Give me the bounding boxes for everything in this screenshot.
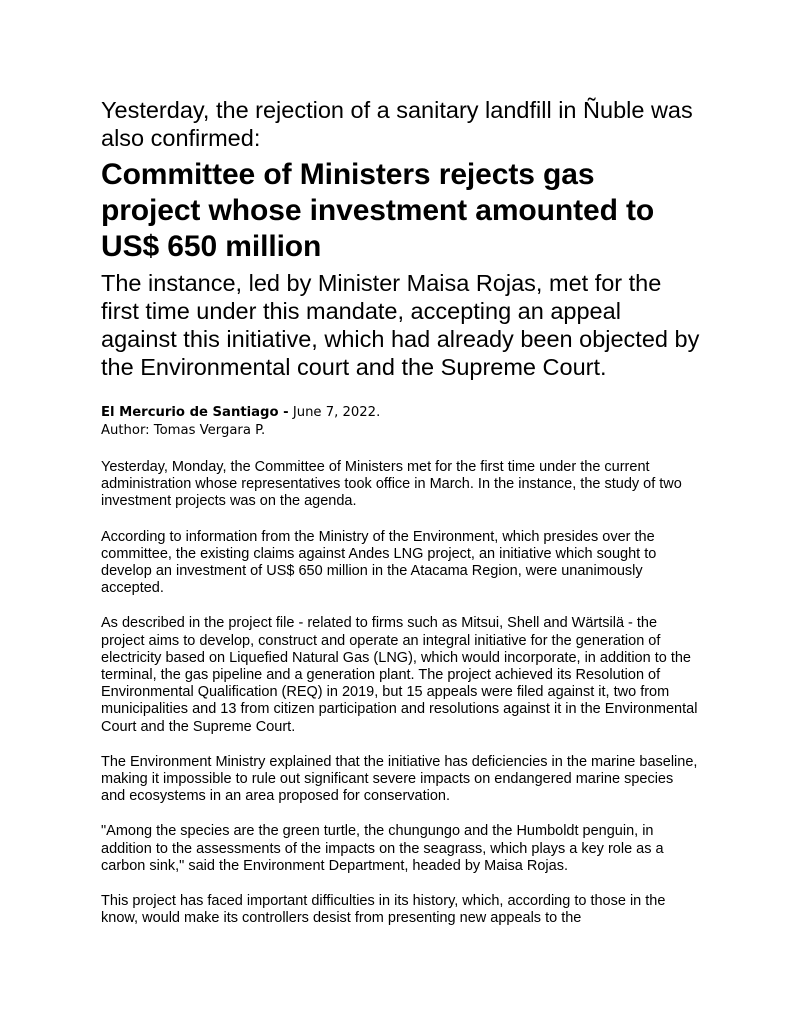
paragraph-4: The Environment Ministry explained that the initiative has deficiencies in the marine baseline, making it impossible to rule out significant severe impacts on endangered marine species and ecosystems in an area proposed for conservation.	[101, 753, 698, 805]
document-page	[101, 96, 701, 927]
article-subheadline: The instance, led by Minister Maisa Rojas, met for the first time under this mandate, accepting an appeal against this initiative, which had already been objected by the Environmental court and the Supreme Court.	[101, 270, 700, 380]
byline-author: Author: Tomas Vergara P.	[101, 423, 266, 438]
paragraph-5: "Among the species are the green turtle, the chungungo and the Humboldt penguin, in addition to the assessments of the impacts on the seagrass, which plays a key role as a carbon sink," said the Environment Department, headed by Maisa Rojas.	[101, 823, 664, 874]
byline	[101, 404, 701, 440]
paragraph-6: This project has faced important difficulties in its history, which, according to those in the know, would make its controllers desist from presenting new appeals to the	[101, 893, 666, 927]
byline-source: El Mercurio de Santiago -	[101, 405, 289, 420]
article-kicker: Yesterday, the rejection of a sanitary landfill in Ñuble was also confirmed:	[101, 97, 693, 151]
byline-date: June 7, 2022.	[288, 405, 381, 420]
article-headline: Committee of Ministers rejects gas project whose investment amounted to US$ 650 million	[101, 158, 655, 263]
paragraph-1: Yesterday, Monday, the Committee of Ministers met for the first time under the current administration whose representatives took office in March. In the instance, the study of two investment projects was on the agenda.	[101, 459, 682, 510]
paragraph-3: As described in the project file - related to firms such as Mitsui, Shell and Wärtsilä - the project aims to develop, construct and operate an integral initiative for the generation of electricity based on Liquefied Natural Gas (LNG), which would incorporate, in addition to the terminal, the gas pipeline and a generation plant. The project achieved its Resolution of Environmental Qualification (REQ) in 2019, but 15 appeals were filed against it, two from municipalities and 13 from citizen participation and resolutions against it in the Environmental Court and the Supreme Court.	[101, 615, 698, 735]
paragraph-2: According to information from the Ministry of the Environment, which presides over the committee, the existing claims against Andes LNG project, an initiative which sought to develop an investment of US$ 650 million in the Atacama Region, were unanimously accepted.	[101, 528, 657, 597]
byline-source-line	[101, 404, 701, 422]
